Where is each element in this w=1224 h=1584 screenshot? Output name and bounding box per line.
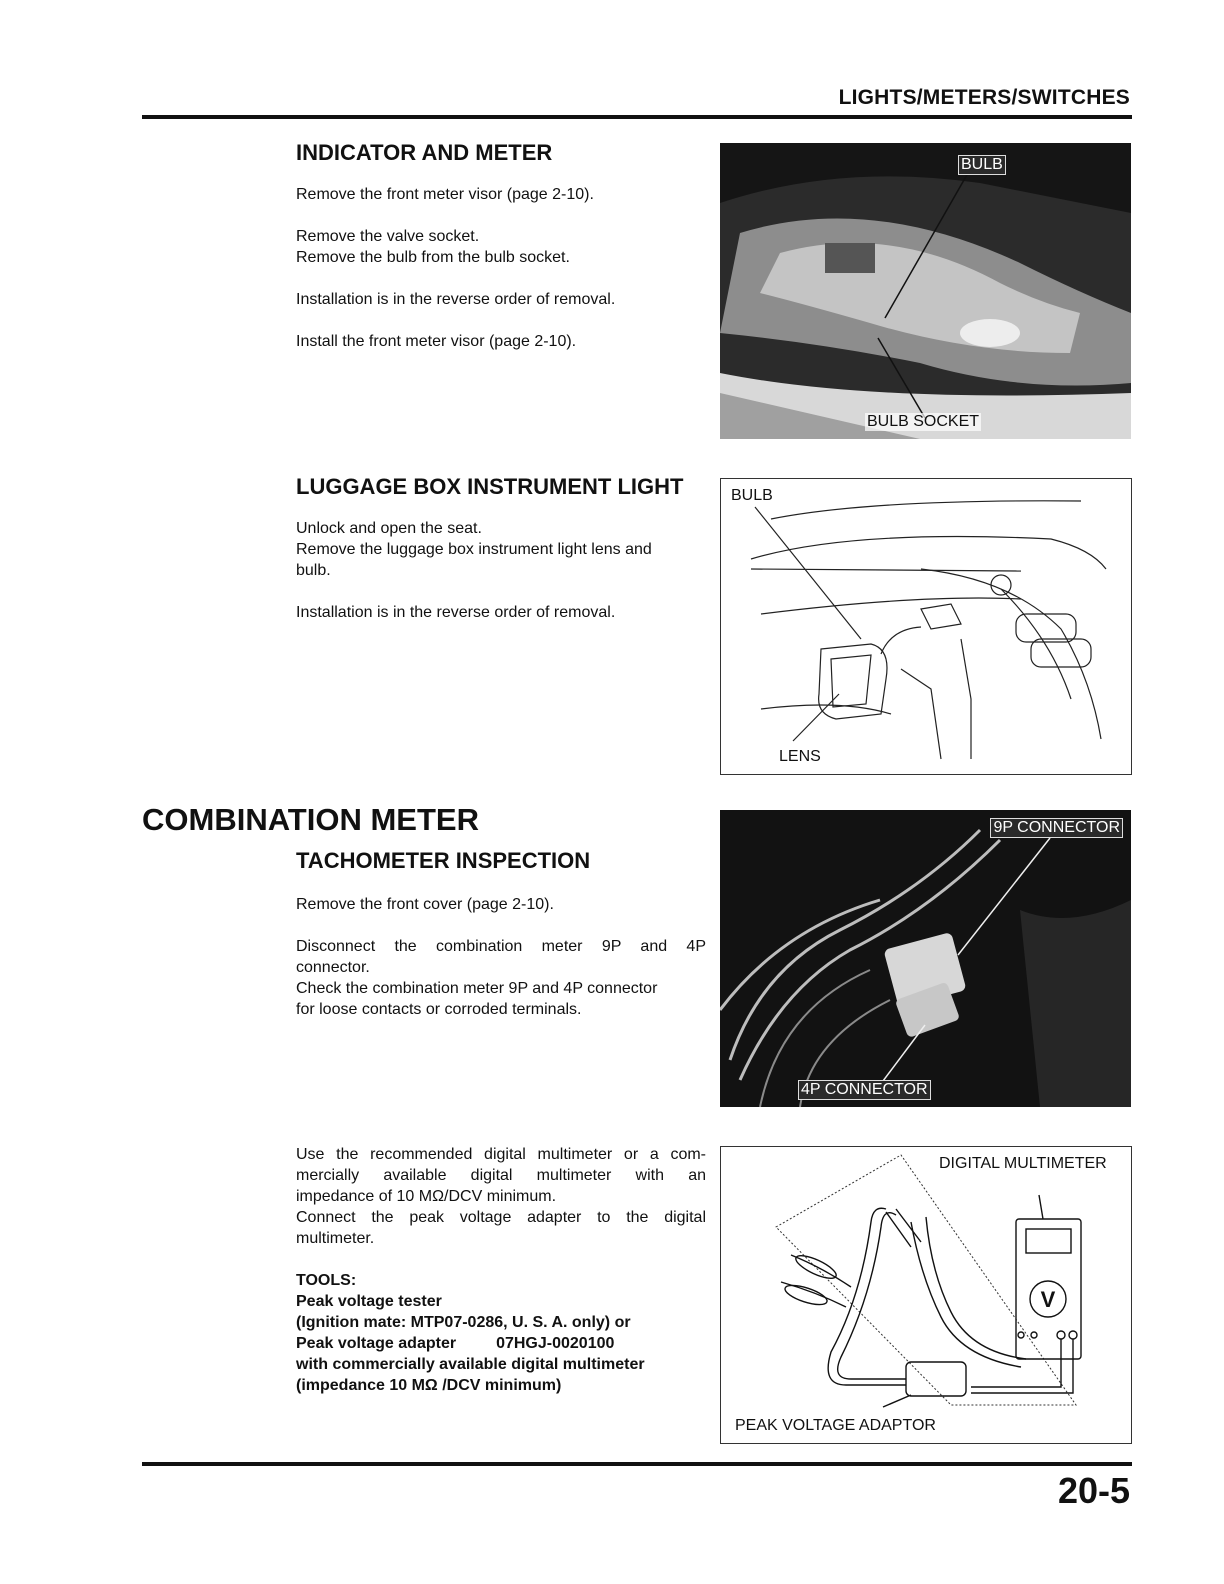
bulb-label: BULB	[958, 155, 1006, 175]
tool-line: (impedance 10 MΩ /DCV minimum)	[296, 1377, 562, 1394]
9p-connector-label: 9P CONNECTOR	[990, 818, 1123, 838]
connector-illustration	[720, 810, 1131, 1107]
tachometer-text	[296, 894, 706, 1020]
text-line: Installation is in the reverse order of removal.	[296, 604, 616, 621]
lens-label: LENS	[779, 748, 821, 765]
tool-line: with commercially available digital multimeter	[296, 1356, 645, 1373]
luggage-light-figure	[720, 478, 1132, 775]
tool-part-row	[296, 1333, 716, 1354]
text-line: for loose contacts or corroded terminals.	[296, 1001, 582, 1018]
text-line: bulb.	[296, 562, 331, 579]
peak-voltage-adaptor-label: PEAK VOLTAGE ADAPTOR	[735, 1417, 936, 1434]
tool-line: Peak voltage tester	[296, 1293, 442, 1310]
text-line: Remove the front meter visor (page 2-10).	[296, 186, 594, 203]
bulb-socket-label: BULB SOCKET	[867, 413, 980, 430]
text-line: Install the front meter visor (page 2-10).	[296, 333, 577, 350]
tachometer-heading: TACHOMETER INSPECTION	[296, 848, 591, 873]
text-line: Remove the bulb from the bulb socket.	[296, 249, 570, 266]
section-header: LIGHTS/METERS/SWITCHES	[838, 86, 1130, 109]
text-line: Use the recommended digital multimeter or a com-	[296, 1146, 706, 1163]
meter-bulb-photo	[720, 143, 1131, 439]
text-line: multimeter.	[296, 1230, 375, 1247]
combination-meter-heading: COMBINATION METER	[142, 802, 479, 837]
bulb-label: BULB	[731, 487, 773, 504]
text-line: connector.	[296, 959, 370, 976]
luggage-heading: LUGGAGE BOX INSTRUMENT LIGHT	[296, 474, 684, 499]
tools-title: TOOLS:	[296, 1272, 357, 1289]
multimeter-text	[296, 1144, 706, 1249]
meter-bulb-illustration	[720, 143, 1131, 439]
text-line: Check the combination meter 9P and 4P connector	[296, 980, 658, 997]
luggage-text	[296, 518, 706, 623]
text-line: impedance of 10 MΩ/DCV minimum.	[296, 1188, 557, 1205]
tool-name: Peak voltage adapter	[296, 1335, 457, 1352]
text-line: mercially available digital multimeter with an	[296, 1167, 706, 1184]
luggage-light-illustration	[721, 479, 1131, 774]
text-line: Remove the front cover (page 2-10).	[296, 896, 554, 913]
4p-connector-label: 4P CONNECTOR	[798, 1080, 931, 1100]
text-line: Remove the luggage box instrument light lens and	[296, 541, 652, 558]
text-line: Remove the valve socket.	[296, 228, 480, 245]
text-line: Disconnect the combination meter 9P and 4P	[296, 938, 706, 955]
multimeter-illustration	[721, 1147, 1131, 1443]
digital-multimeter-label: DIGITAL MULTIMETER	[939, 1155, 1107, 1172]
multimeter-figure	[720, 1146, 1132, 1444]
tool-line: (Ignition mate: MTP07-0286, U. S. A. only) or	[296, 1314, 631, 1331]
tools-block	[296, 1270, 716, 1396]
page-number: 20-5	[1057, 1470, 1130, 1511]
text-line: Installation is in the reverse order of removal.	[296, 291, 616, 308]
connector-photo	[720, 810, 1131, 1107]
text-line: Unlock and open the seat.	[296, 520, 482, 537]
indicator-text	[296, 184, 706, 352]
footer-rule	[142, 1462, 1132, 1466]
indicator-heading: INDICATOR AND METER	[296, 140, 553, 165]
header-rule	[142, 115, 1132, 119]
volt-symbol: V	[1040, 1287, 1056, 1312]
text-line: Connect the peak voltage adapter to the digital	[296, 1209, 706, 1226]
tool-part-number: 07HGJ-0020100	[496, 1335, 615, 1352]
